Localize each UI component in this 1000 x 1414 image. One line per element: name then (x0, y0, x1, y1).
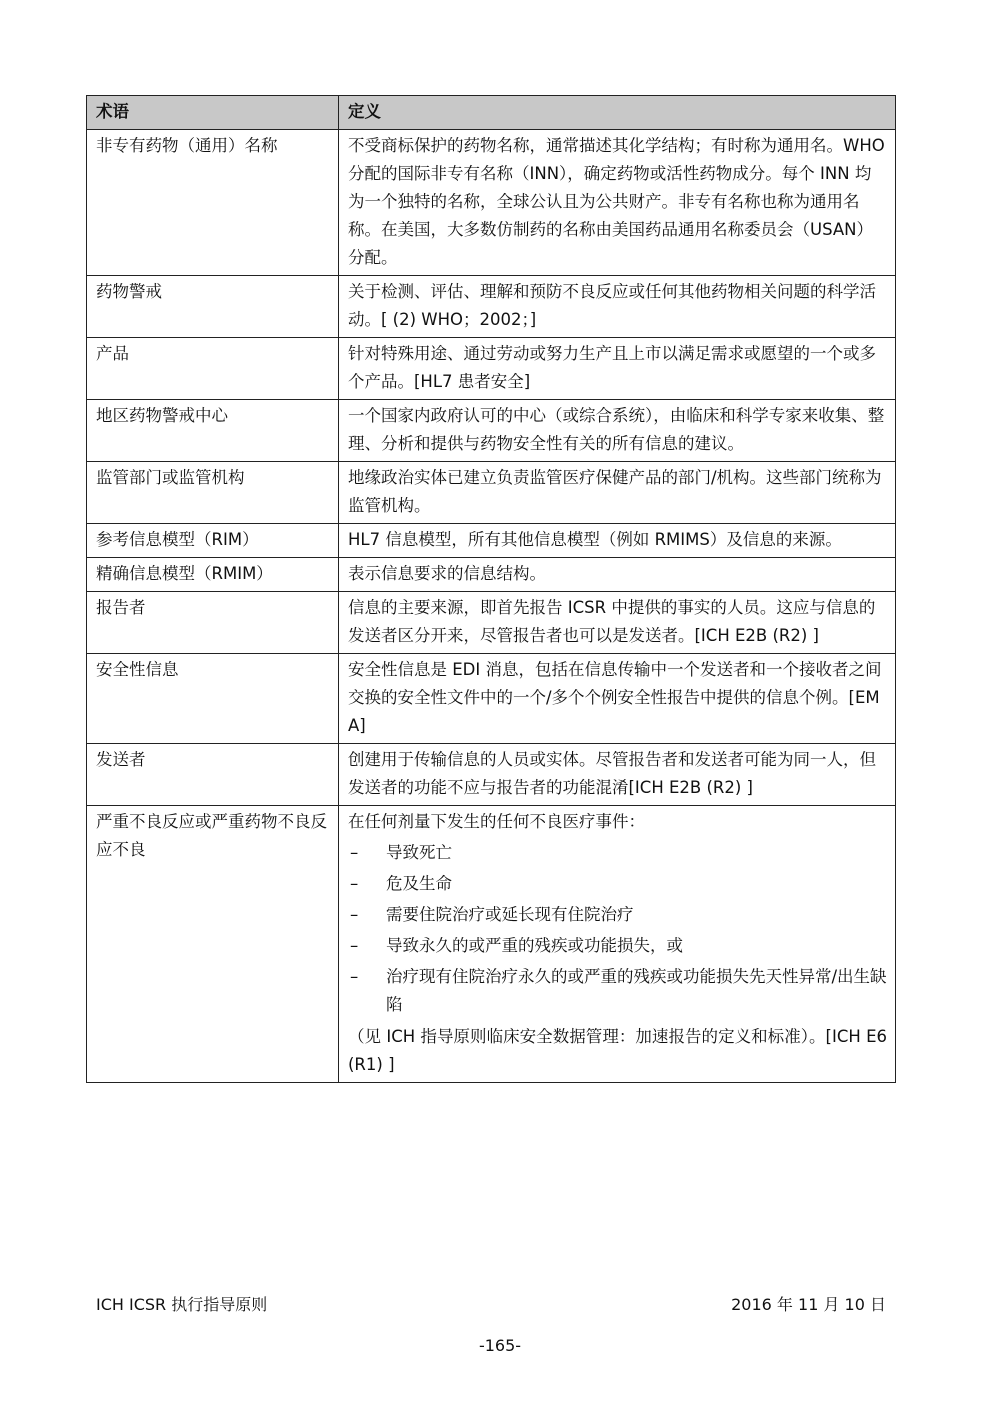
term-cell: 参考信息模型（RIM） (87, 524, 339, 558)
table-row-serious (87, 806, 896, 1083)
term-cell: 安全性信息 (87, 654, 339, 744)
table-header-row (87, 96, 896, 130)
term-cell: 非专有药物（通用）名称 (87, 130, 339, 276)
header-definition: 定义 (339, 96, 896, 130)
bullet-text: 需要住院治疗或延长现有住院治疗 (386, 905, 634, 924)
definition-cell: HL7 信息模型，所有其他信息模型（例如 RMIMS）及信息的来源。 (339, 524, 896, 558)
serious-bullet-item (348, 870, 887, 898)
page-number: -165- (478, 1336, 522, 1355)
term-cell: 精确信息模型（RMIM） (87, 558, 339, 592)
term-cell: 严重不良反应或严重药物不良反应不良 (87, 806, 339, 1083)
serious-bullet-item (348, 901, 887, 929)
definition-cell: 表示信息要求的信息结构。 (339, 558, 896, 592)
bullet-text: 治疗现有住院治疗永久的或严重的残疾或功能损失先天性异常/出生缺陷 (386, 967, 887, 1014)
term-cell: 报告者 (87, 592, 339, 654)
dash-bullet: – (350, 874, 359, 893)
definition-cell: 信息的主要来源，即首先报告 ICSR 中提供的事实的人员。这应与信息的发送者区分开来，尽管报告者也可以是发送者。[ICH E2B (R2) ] (339, 592, 896, 654)
dash-bullet: – (350, 905, 359, 924)
definition-cell: 不受商标保护的药物名称，通常描述其化学结构；有时称为通用名。WHO 分配的国际非专有名称（INN），确定药物或活性药物成分。每个 INN 均为一个独特的名称，全球公认且为公共财产。非专有名称也称为通用名称。在美国，大多数仿制药的名称由美国药品通用名称委员会（USAN）分配。 (339, 130, 896, 276)
term-cell: 地区药物警戒中心 (87, 400, 339, 462)
table-row (87, 592, 896, 654)
header-term: 术语 (87, 96, 339, 130)
term-cell: 药物警戒 (87, 276, 339, 338)
serious-outro: （见 ICH 指导原则临床安全数据管理：加速报告的定义和标准）。[ICH E6 (R1) ] (348, 1027, 887, 1074)
dash-bullet: – (350, 967, 359, 986)
serious-bullet-item (348, 932, 887, 960)
definition-cell: 一个国家内政府认可的中心（或综合系统），由临床和科学专家来收集、整理、分析和提供与药物安全性有关的所有信息的建议。 (339, 400, 896, 462)
table-row (87, 524, 896, 558)
serious-bullet-item (348, 963, 887, 1019)
definition-cell (339, 806, 896, 1083)
definition-cell: 安全性信息是 EDI 消息，包括在信息传输中一个发送者和一个接收者之间交换的安全性文件中的一个/多个个例安全性报告中提供的信息个例。[EMA] (339, 654, 896, 744)
term-cell: 监管部门或监管机构 (87, 462, 339, 524)
definition-cell: 创建用于传输信息的人员或实体。尽管报告者和发送者可能为同一人，但发送者的功能不应与报告者的功能混淆[ICH E2B (R2) ] (339, 744, 896, 806)
serious-intro: 在任何剂量下发生的任何不良医疗事件： (348, 812, 645, 831)
bullet-text: 导致永久的或严重的残疾或功能损失，或 (386, 936, 683, 955)
dash-bullet: – (350, 843, 359, 862)
table-row (87, 400, 896, 462)
glossary-table (86, 95, 896, 1083)
footer-document-title: ICH ICSR 执行指导原则 (96, 1295, 268, 1314)
table-row (87, 654, 896, 744)
table-row (87, 462, 896, 524)
table-row (87, 276, 896, 338)
table-row (87, 130, 896, 276)
term-cell: 产品 (87, 338, 339, 400)
bullet-text: 危及生命 (386, 874, 452, 893)
definition-cell: 地缘政治实体已建立负责监管医疗保健产品的部门/机构。这些部门统称为监管机构。 (339, 462, 896, 524)
term-cell: 发送者 (87, 744, 339, 806)
bullet-text: 导致死亡 (386, 843, 452, 862)
footer-date: 2016 年 11 月 10 日 (731, 1295, 886, 1314)
definition-cell: 针对特殊用途、通过劳动或努力生产且上市以满足需求或愿望的一个或多个产品。[HL7 患者安全] (339, 338, 896, 400)
dash-bullet: – (350, 936, 359, 955)
table-row (87, 744, 896, 806)
serious-bullet-item (348, 839, 887, 867)
table-row (87, 558, 896, 592)
definition-cell: 关于检测、评估、理解和预防不良反应或任何其他药物相关问题的科学活动。[ (2) WHO；2002；] (339, 276, 896, 338)
table-row (87, 338, 896, 400)
